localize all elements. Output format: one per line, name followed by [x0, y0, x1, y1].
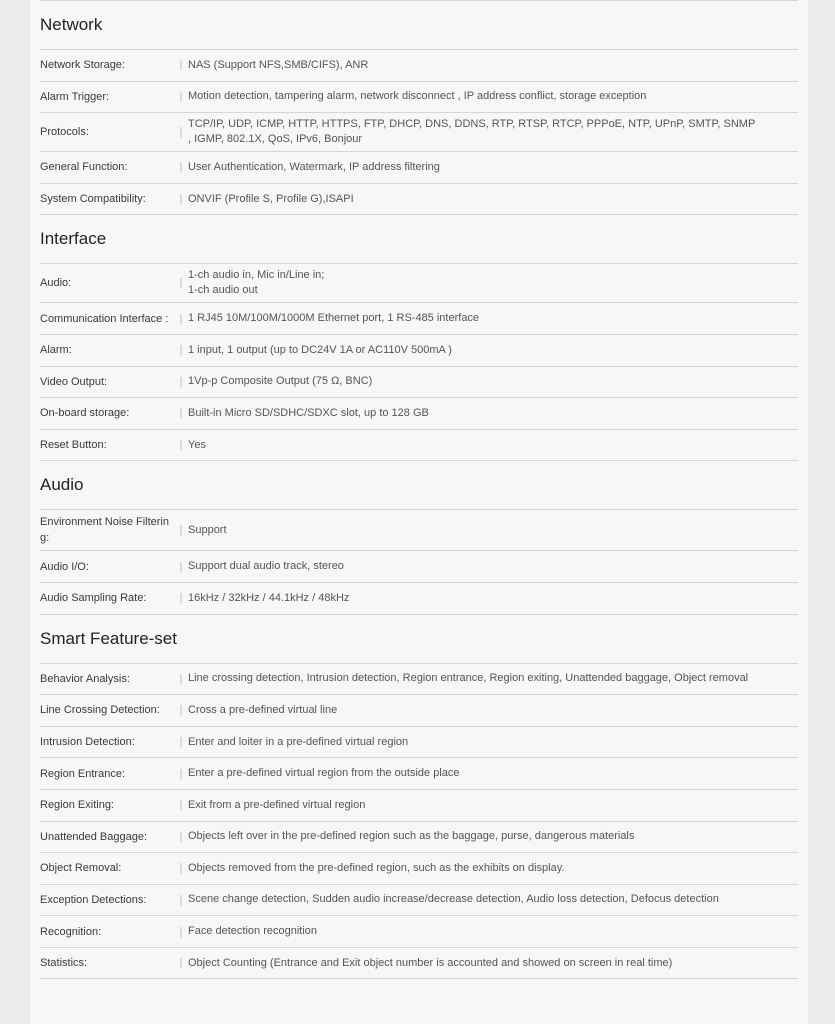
spec-label: Unattended Baggage:	[40, 830, 148, 843]
spec-value	[188, 559, 798, 574]
spec-value	[188, 861, 798, 876]
spec-row	[40, 551, 798, 583]
separator: |	[179, 59, 183, 72]
spec-row	[40, 583, 798, 615]
separator: |	[179, 560, 183, 573]
spec-value-line: Cross a pre-defined virtual line	[188, 703, 338, 716]
spec-value	[188, 406, 798, 421]
spec-row	[40, 790, 798, 822]
spec-value-line: Face detection recognition	[188, 925, 318, 938]
spec-value-line: Scene change detection, Sudden audio increase/decrease detection, Audio loss detection, Defocus detection	[188, 893, 719, 906]
spec-value-line: 1 RJ45 10M/100M/1000M Ethernet port, 1 RS-485 interface	[188, 312, 480, 325]
spec-row	[40, 82, 798, 114]
separator: |	[179, 736, 183, 749]
spec-value-line: 1-ch audio out	[188, 284, 258, 297]
spec-value-line: Support dual audio track, stereo	[188, 560, 344, 573]
spec-label: On-board storage:	[40, 407, 130, 420]
separator: |	[179, 407, 183, 420]
spec-row	[40, 664, 798, 696]
spec-value	[188, 798, 798, 813]
spec-row	[40, 113, 798, 152]
spec-value-line: ONVIF (Profile S, Profile G),ISAPI	[188, 192, 354, 205]
spec-value-line: TCP/IP, UDP, ICMP, HTTP, HTTPS, FTP, DHCP, DNS, DDNS, RTP, RTSP, RTCP, PPPoE, NTP, UPnP, SMTP, SNMP	[188, 118, 756, 131]
spec-value-line: Line crossing detection, Intrusion detection, Region entrance, Region exiting, Unattended baggage, Object removal	[188, 672, 749, 685]
spec-label: Communication Interface :	[40, 312, 169, 325]
spec-value	[188, 956, 798, 971]
separator: |	[179, 704, 183, 717]
spec-row	[40, 398, 798, 430]
spec-value	[188, 311, 798, 326]
spec-label: Object Removal:	[40, 862, 122, 875]
separator: |	[179, 375, 183, 388]
spec-label: Protocols:	[40, 126, 89, 139]
spec-value	[188, 892, 798, 907]
spec-label: System Compatibility:	[40, 193, 146, 206]
spec-value	[188, 735, 798, 750]
spec-value-line: 1-ch audio in, Mic in/Line in;	[188, 269, 325, 282]
separator: |	[179, 126, 183, 139]
spec-row	[40, 822, 798, 854]
spec-value-line: Objects left over in the pre-defined region such as the baggage, purse, dangerous materials	[188, 830, 635, 843]
spec-row	[40, 695, 798, 727]
spec-value-line: NAS (Support NFS,SMB/CIFS), ANR	[188, 58, 369, 71]
spec-row	[40, 885, 798, 917]
spec-label: Audio:	[40, 277, 72, 290]
spec-row	[40, 50, 798, 82]
spec-label: Region Exiting:	[40, 799, 114, 812]
spec-value-line: Object Counting (Entrance and Exit object number is accounted and showed on screen in real time)	[188, 956, 673, 969]
spec-value	[188, 671, 798, 686]
separator: |	[179, 90, 183, 103]
spec-row	[40, 303, 798, 335]
spec-label: Network Storage:	[40, 59, 125, 72]
spec-value-line: Built-in Micro SD/SDHC/SDXC slot, up to 128 GB	[188, 406, 429, 419]
separator: |	[179, 592, 183, 605]
spec-value-line: Enter and loiter in a pre-defined virtual region	[188, 735, 409, 748]
spec-value	[188, 438, 798, 453]
spec-label: Recognition:	[40, 925, 102, 938]
separator: |	[179, 524, 183, 537]
spec-label: Reset Button:	[40, 439, 107, 452]
spec-value-line: Exit from a pre-defined virtual region	[188, 798, 366, 811]
separator: |	[179, 830, 183, 843]
spec-value-line: Yes	[188, 438, 206, 451]
spec-value	[188, 374, 798, 389]
separator: |	[179, 312, 183, 325]
spec-value	[188, 58, 798, 73]
spec-row	[40, 335, 798, 367]
separator: |	[179, 767, 183, 780]
spec-row	[40, 264, 798, 303]
spec-value	[188, 924, 798, 939]
spec-value	[188, 343, 798, 358]
spec-label: Intrusion Detection:	[40, 736, 135, 749]
spec-value	[188, 117, 798, 147]
spec-value	[188, 160, 798, 175]
separator: |	[179, 344, 183, 357]
spec-row	[40, 916, 798, 948]
spec-row	[40, 184, 798, 216]
spec-value-line: Objects removed from the pre-defined region, such as the exhibits on display.	[188, 861, 565, 874]
spec-row	[40, 430, 798, 462]
spec-label: Audio I/O:	[40, 560, 89, 573]
spec-value	[188, 89, 798, 104]
spec-value	[188, 192, 798, 207]
spec-label: Region Entrance:	[40, 767, 125, 780]
separator: |	[179, 957, 183, 970]
spec-value-line: 16kHz / 32kHz / 44.1kHz / 48kHz	[188, 591, 350, 604]
spec-value-line: Enter a pre-defined virtual region from the outside place	[188, 767, 460, 780]
spec-value-line: 1Vp-p Composite Output (75 Ω, BNC)	[188, 375, 373, 388]
separator: |	[179, 893, 183, 906]
spec-label: Statistics:	[40, 957, 88, 970]
spec-label: Line Crossing Detection:	[40, 704, 160, 717]
separator: |	[179, 672, 183, 685]
spec-label: Alarm Trigger:	[40, 90, 110, 103]
spec-label: General Function:	[40, 161, 128, 174]
spec-page	[30, 0, 808, 1024]
spec-value-line: Motion detection, tampering alarm, network disconnect , IP address conflict, storage exception	[188, 90, 647, 103]
spec-value-line: 1 input, 1 output (up to DC24V 1A or AC110V 500mA )	[188, 343, 452, 356]
spec-value	[188, 703, 798, 718]
separator: |	[179, 439, 183, 452]
spec-value	[188, 523, 798, 538]
section-title: Network	[40, 1, 798, 50]
separator: |	[179, 161, 183, 174]
spec-label: Audio Sampling Rate:	[40, 592, 147, 605]
spec-row	[40, 948, 798, 980]
spec-row	[40, 367, 798, 399]
separator: |	[179, 925, 183, 938]
spec-value-line: Support	[188, 523, 227, 536]
separator: |	[179, 862, 183, 875]
separator: |	[179, 277, 183, 290]
spec-label: Environment Noise Filtering:	[40, 516, 169, 545]
spec-row	[40, 727, 798, 759]
spec-value	[188, 766, 798, 781]
spec-row	[40, 853, 798, 885]
spec-row	[40, 510, 798, 551]
spec-list	[40, 0, 798, 979]
spec-label: Exception Detections:	[40, 893, 147, 906]
section-title: Audio	[40, 461, 798, 510]
spec-label: Alarm:	[40, 344, 72, 357]
spec-label: Video Output:	[40, 375, 108, 388]
spec-value	[188, 591, 798, 606]
section-title: Interface	[40, 215, 798, 264]
spec-row	[40, 758, 798, 790]
separator: |	[179, 799, 183, 812]
spec-value	[188, 829, 798, 844]
separator: |	[179, 193, 183, 206]
section-title: Smart Feature-set	[40, 615, 798, 664]
spec-value-line: User Authentication, Watermark, IP address filtering	[188, 160, 440, 173]
spec-value	[188, 268, 798, 298]
spec-label: Behavior Analysis:	[40, 672, 130, 685]
spec-value-line: , IGMP, 802.1X, QoS, IPv6, Bonjour	[188, 133, 363, 146]
spec-row	[40, 152, 798, 184]
